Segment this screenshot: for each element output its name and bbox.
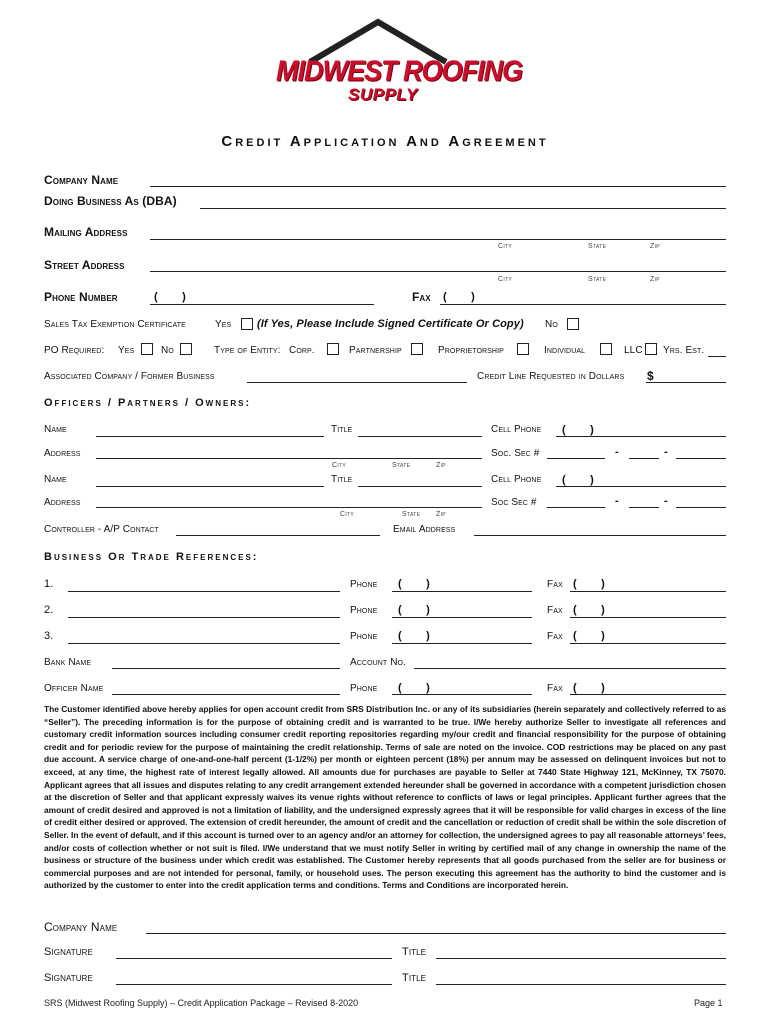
corp-label: Corp. [289, 345, 315, 356]
po-no-label: No [161, 345, 174, 356]
officer-name-field[interactable] [112, 694, 340, 695]
sales-tax-yes-label: Yes [215, 319, 232, 330]
reference3-number: 3. [44, 630, 54, 642]
city-caption: City [332, 462, 347, 469]
references-heading: Business Or Trade References: [44, 551, 259, 563]
officer-name-label: Officer Name [44, 683, 104, 694]
email-label: Email Address [393, 524, 456, 535]
signature1-label: Signature [44, 946, 93, 958]
sales-tax-no-checkbox[interactable] [567, 318, 579, 330]
officer1-name-field[interactable] [96, 436, 324, 437]
reference2-name-field[interactable] [68, 617, 340, 618]
officer1-cell-field[interactable] [556, 436, 726, 437]
controller-field[interactable] [176, 535, 380, 536]
zip-caption: Zip [650, 243, 660, 250]
dba-label: Doing Business As (DBA) [44, 194, 177, 208]
officer2-cell-field[interactable] [556, 486, 726, 487]
ssn-dash: - [664, 446, 668, 458]
officer1-ssn-label: Soc. Sec # [491, 448, 540, 459]
po-yes-checkbox[interactable] [141, 343, 153, 355]
footer-left: SRS (Midwest Roofing Supply) – Credit Application Package – Revised 8-2020 [44, 998, 359, 1008]
phone-number-field[interactable] [150, 304, 374, 305]
reference2-fax-label: Fax [547, 605, 563, 616]
sales-tax-label: Sales Tax Exemption Certificate [44, 319, 186, 330]
officer1-title-field[interactable] [358, 436, 482, 437]
officer-phone-area: ( ) [398, 682, 430, 694]
individual-checkbox[interactable] [600, 343, 612, 355]
title2-label: Title [402, 972, 427, 984]
mailing-address-label: Mailing Address [44, 225, 128, 239]
reference1-fax-label: Fax [547, 579, 563, 590]
reference2-fax-area: ( ) [573, 604, 605, 616]
officer2-cell-area: ( ) [562, 474, 594, 486]
street-address-label: Street Address [44, 258, 125, 272]
state-caption: State [402, 511, 421, 518]
reference2-number: 2. [44, 604, 54, 616]
state-caption: State [392, 462, 411, 469]
officers-heading: Officers / Partners / Owners: [44, 397, 252, 409]
associated-company-field[interactable] [247, 382, 467, 383]
officer2-name-field[interactable] [96, 486, 324, 487]
officer2-title-field[interactable] [358, 486, 482, 487]
reference2-phone-area: ( ) [398, 604, 430, 616]
phone-area-code: ( ) [154, 291, 186, 303]
officer1-name-label: Name [44, 424, 67, 435]
reference3-name-field[interactable] [68, 643, 340, 644]
street-address-field[interactable] [150, 271, 726, 272]
officer2-title-label: Title [331, 474, 353, 485]
city-caption: City [498, 276, 513, 283]
reference3-fax-area: ( ) [573, 630, 605, 642]
title1-field[interactable] [436, 958, 726, 959]
reference2-phone-field[interactable] [392, 617, 532, 618]
zip-caption: Zip [436, 511, 446, 518]
phone-number-label: Phone Number [44, 290, 118, 304]
logo-line1: MIDWEST ROOFING [276, 55, 522, 87]
reference1-phone-area: ( ) [398, 578, 430, 590]
officer2-cell-label: Cell Phone [491, 474, 542, 485]
po-no-checkbox[interactable] [180, 343, 192, 355]
po-yes-label: Yes [118, 345, 135, 356]
mailing-address-field[interactable] [150, 239, 726, 240]
reference2-phone-label: Phone [350, 605, 378, 616]
officer1-ssn-part2[interactable] [629, 458, 659, 459]
corp-checkbox[interactable] [327, 343, 339, 355]
officer2-ssn-part2[interactable] [629, 507, 659, 508]
associated-company-label: Associated Company / Former Business [44, 371, 215, 382]
dba-field[interactable] [200, 208, 726, 209]
title1-label: Title [402, 946, 427, 958]
company-name-field[interactable] [150, 186, 726, 187]
officer1-cell-label: Cell Phone [491, 424, 542, 435]
officer2-name-label: Name [44, 474, 67, 485]
logo-line2: SUPPLY [348, 85, 418, 104]
proprietorship-label: Proprietorship [438, 345, 504, 356]
city-caption: City [498, 243, 513, 250]
officer1-title-label: Title [331, 424, 353, 435]
officer-fax-label: Fax [547, 683, 563, 694]
po-required-label: PO Required: [44, 345, 105, 356]
officer-fax-area: ( ) [573, 682, 605, 694]
officer-phone-field[interactable] [392, 694, 532, 695]
company-logo [270, 18, 522, 110]
zip-caption: Zip [650, 276, 660, 283]
partnership-checkbox[interactable] [411, 343, 423, 355]
city-caption: City [340, 511, 355, 518]
officer2-ssn-part1[interactable] [547, 507, 605, 508]
signature1-field[interactable] [116, 958, 392, 959]
yrs-est-label: Yrs. Est. [663, 345, 705, 356]
officer2-ssn-label: Soc Sec # [491, 497, 537, 508]
email-field[interactable] [474, 535, 726, 536]
sales-tax-note: (If Yes, Please Include Signed Certificate Or Copy) [257, 318, 524, 330]
reference3-fax-field[interactable] [570, 643, 726, 644]
footer-page-number: Page 1 [694, 998, 723, 1008]
reference1-phone-field[interactable] [392, 591, 532, 592]
reference3-fax-label: Fax [547, 631, 563, 642]
company-name-label: Company Name [44, 173, 119, 187]
credit-line-field[interactable] [646, 382, 726, 383]
sales-tax-yes-checkbox[interactable] [241, 318, 253, 330]
signature2-label: Signature [44, 972, 93, 984]
fax-label: Fax [412, 290, 431, 304]
title2-field[interactable] [436, 984, 726, 985]
page-title: Credit Application And Agreement [221, 133, 549, 150]
reference1-fax-field[interactable] [570, 591, 726, 592]
officer1-address-field[interactable] [96, 458, 482, 459]
officer2-ssn-part3[interactable] [676, 507, 726, 508]
reference1-name-field[interactable] [68, 591, 340, 592]
agreement-paragraph: The Customer identified above hereby applies for open account credit from SRS Distribution Inc. or any of its subsidiaries (herein separately and collectively referred to as “Seller”). The preceding information is for the purpose of obtaining credit and is warranted to be true. I/We hereby authorize Seller to investigate all references and customary credit information sources including consumer credit reporting repositories regarding my/our credit and financial responsibility for the purpose of obtaining credit and for periodic review for the purpose of maintaining the credit relationship. Terms of sale are noted on the invoice. COD restrictions may be placed on any past due account. A service charge of one-and-one-half percent (1-1/2%) per month or eighteen percent (18%) per annum may be assessed on delinquent invoices but not to exceed, at any time, the highest rate of interest legally allowed. All amounts due for purchases are payable to Seller at 7440 State Highway 121, McKinney, TX 75070. Applicant agrees that all issues and disputes relating to any credit arrangement extended hereunder shall be governed in accordance with a competent jurisdiction chosen at the discretion of Seller and that applicant expressly waives its venue rights without reference to conflicts of laws or legal principles. Applicant further agrees that the amount of credit desired and approved is not a limitation of liability, and the undersigned expressly agrees that it will be responsible for valid charges in excess of the line of credit either desired or approved. The extension of credit hereunder, the amount of credit and the cancellation or reduction of credit shall be within the sole discretion of Seller. In the event of default, and if this account is turned over to an agency and/or an attorney for collection, the undersigned agrees to pay all reasonable attorneys’ fees, and/or costs of collection whether or not suit is filed. I/We understand that we must notify Seller in writing by certified mail of any change in ownership the name of the business or structure of the business under which credit was established. The Customer hereby represents that all goods purchased from the seller are for business or commercial purposes and are not intended for personal, family, or household uses. The person executing this agreement has the authority to bind the customer and is authorized by the customer to enter into the credit application terms and conditions. Terms and Conditions are incorporated herein. [44, 704, 726, 891]
officer1-cell-area: ( ) [562, 424, 594, 436]
reference3-phone-area: ( ) [398, 630, 430, 642]
partnership-label: Partnership [349, 345, 402, 356]
officer-fax-field[interactable] [570, 694, 726, 695]
llc-checkbox[interactable] [645, 343, 657, 355]
officer1-address-label: Address [44, 448, 81, 459]
reference1-phone-label: Phone [350, 579, 378, 590]
sig-company-name-field[interactable] [146, 933, 726, 934]
bank-name-label: Bank Name [44, 657, 92, 668]
dollar-sign: $ [647, 369, 654, 383]
sig-company-name-label: Company Name [44, 920, 118, 934]
state-caption: State [588, 276, 607, 283]
officer2-address-field[interactable] [96, 507, 482, 508]
sales-tax-no-label: No [545, 319, 558, 330]
account-no-field[interactable] [414, 668, 726, 669]
fax-field[interactable] [440, 304, 726, 305]
fax-area-code: ( ) [443, 291, 475, 303]
proprietorship-checkbox[interactable] [517, 343, 529, 355]
account-no-label: Account No. [350, 657, 406, 668]
entity-type-label: Type of Entity: [214, 345, 281, 356]
ssn-dash: - [615, 446, 619, 458]
zip-caption: Zip [436, 462, 446, 469]
yrs-est-field[interactable] [708, 356, 726, 357]
reference3-phone-field[interactable] [392, 643, 532, 644]
signature2-field[interactable] [116, 984, 392, 985]
controller-label: Controller - A/P Contact [44, 524, 159, 535]
reference2-fax-field[interactable] [570, 617, 726, 618]
reference3-phone-label: Phone [350, 631, 378, 642]
officer2-address-label: Address [44, 497, 81, 508]
officer1-ssn-part3[interactable] [676, 458, 726, 459]
officer1-ssn-part1[interactable] [547, 458, 605, 459]
state-caption: State [588, 243, 607, 250]
bank-name-field[interactable] [112, 668, 340, 669]
officer-phone-label: Phone [350, 683, 378, 694]
individual-label: Individual [544, 345, 586, 356]
reference1-fax-area: ( ) [573, 578, 605, 590]
llc-label: LLC [624, 345, 643, 356]
credit-line-label: Credit Line Requested in Dollars [477, 371, 625, 382]
ssn-dash: - [664, 495, 668, 507]
reference1-number: 1. [44, 578, 54, 590]
ssn-dash: - [615, 495, 619, 507]
